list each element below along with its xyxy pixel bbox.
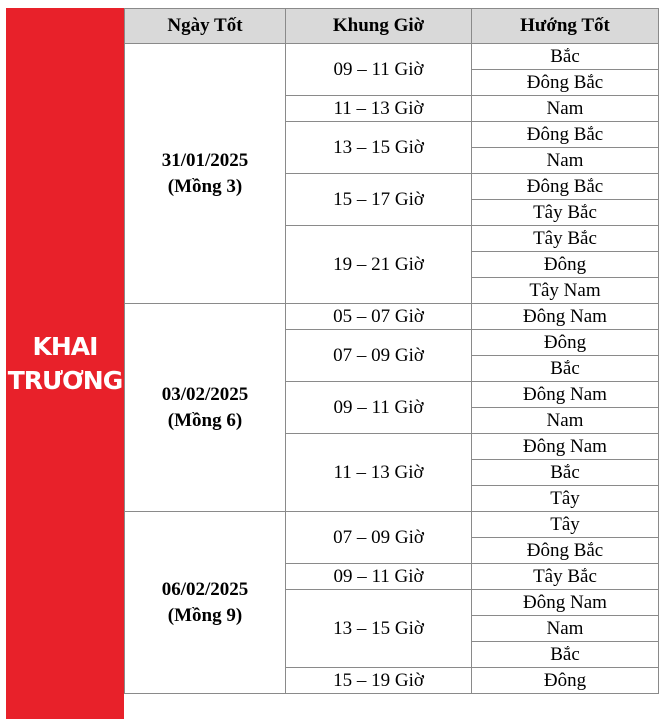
- direction-cell: Tây Bắc: [472, 200, 659, 226]
- day-lunar: (Mồng 3): [167, 175, 243, 197]
- direction-cell: Đông Bắc: [472, 174, 659, 200]
- direction-cell: Đông Nam: [472, 590, 659, 616]
- direction-cell: Bắc: [472, 642, 659, 668]
- time-slot-cell: 07 – 09 Giờ: [286, 512, 472, 564]
- side-label-line-2: TRƯƠNG: [7, 365, 123, 395]
- direction-cell: Nam: [472, 96, 659, 122]
- side-label-line-1: KHAI: [32, 331, 98, 361]
- day-date: 03/02/2025: [161, 383, 249, 405]
- day-lunar: (Mồng 6): [167, 409, 243, 431]
- direction-cell: Bắc: [472, 356, 659, 382]
- header-row: [125, 9, 659, 44]
- day-cell: [125, 512, 286, 694]
- day-cell: [125, 304, 286, 512]
- header-time: Khung Giờ: [286, 9, 472, 44]
- direction-cell: Tây Bắc: [472, 226, 659, 252]
- time-slot-cell: 09 – 11 Giờ: [286, 382, 472, 434]
- direction-cell: Tây Bắc: [472, 564, 659, 590]
- time-slot-cell: 13 – 15 Giờ: [286, 590, 472, 668]
- direction-cell: Bắc: [472, 44, 659, 70]
- day-lunar: (Mồng 9): [167, 604, 243, 626]
- time-slot-cell: 09 – 11 Giờ: [286, 564, 472, 590]
- direction-cell: Đông: [472, 668, 659, 694]
- direction-cell: Nam: [472, 408, 659, 434]
- table-row: [125, 304, 659, 330]
- time-slot-cell: 15 – 19 Giờ: [286, 668, 472, 694]
- day-date: 06/02/2025: [161, 578, 249, 600]
- direction-cell: Đông Bắc: [472, 538, 659, 564]
- direction-cell: Đông Nam: [472, 304, 659, 330]
- table-row: [125, 512, 659, 538]
- side-banner: [6, 8, 124, 719]
- direction-cell: Bắc: [472, 460, 659, 486]
- direction-cell: Tây: [472, 486, 659, 512]
- direction-cell: Đông Nam: [472, 434, 659, 460]
- time-slot-cell: 09 – 11 Giờ: [286, 44, 472, 96]
- time-slot-cell: 11 – 13 Giờ: [286, 96, 472, 122]
- direction-cell: Đông: [472, 252, 659, 278]
- schedule-frame: [6, 8, 658, 719]
- time-slot-cell: 19 – 21 Giờ: [286, 226, 472, 304]
- time-slot-cell: 11 – 13 Giờ: [286, 434, 472, 512]
- direction-cell: Nam: [472, 616, 659, 642]
- direction-cell: Tây: [472, 512, 659, 538]
- schedule-table: [124, 8, 659, 694]
- schedule-body: [125, 44, 659, 694]
- time-slot-cell: 15 – 17 Giờ: [286, 174, 472, 226]
- direction-cell: Đông Nam: [472, 382, 659, 408]
- header-date: Ngày Tốt: [125, 9, 286, 44]
- day-cell: [125, 44, 286, 304]
- direction-cell: Đông Bắc: [472, 122, 659, 148]
- direction-cell: Đông Bắc: [472, 70, 659, 96]
- day-date: 31/01/2025: [161, 149, 249, 171]
- time-slot-cell: 13 – 15 Giờ: [286, 122, 472, 174]
- time-slot-cell: 07 – 09 Giờ: [286, 330, 472, 382]
- table-row: [125, 44, 659, 70]
- direction-cell: Nam: [472, 148, 659, 174]
- direction-cell: Tây Nam: [472, 278, 659, 304]
- header-direction: Hướng Tốt: [472, 9, 659, 44]
- time-slot-cell: 05 – 07 Giờ: [286, 304, 472, 330]
- direction-cell: Đông: [472, 330, 659, 356]
